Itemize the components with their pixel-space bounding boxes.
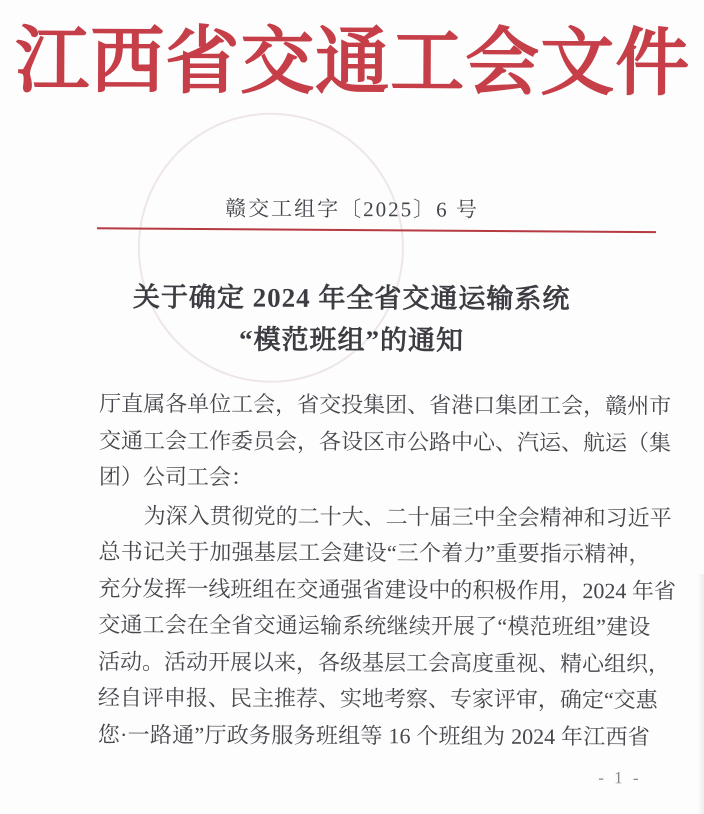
body-paragraph-line: 为深入贯彻党的二十大、二十届三中全会精神和习近平 [143, 502, 672, 530]
document-title [0, 276, 704, 363]
document-masthead-title: 江西省交通工会文件 [15, 20, 691, 106]
body-paragraph-line: 总书记关于加强基层工会建设“三个着力”重要指示精神， [98, 538, 651, 567]
document-title-line1: 关于确定 2024 年全省交通运输系统 [132, 282, 571, 315]
salutation-line: 厅直属各单位工会，省交投集团、省港口集团工会，赣州市 [99, 390, 672, 419]
document-body [97, 386, 676, 755]
body-paragraph-line: 交通工会在全省交通运输系统继续开展了“模范班组”建设 [98, 611, 651, 640]
body-paragraph-line: 您·一路通”厅政务服务班组等 16 个班组为 2024 年江西省 [97, 721, 650, 749]
red-divider-rule [97, 227, 656, 233]
salutation-line: 团）公司工会： [98, 463, 253, 490]
page-number: - 1 - [598, 768, 642, 788]
document-title-line2: “模范班组”的通知 [238, 324, 465, 356]
body-paragraph-line: 充分发挥一线班组在交通强省建设中的积极作用，2024 年省 [98, 575, 676, 604]
salutation-line: 交通工会工作委员会，各设区市公路中心、汽运、航运（集 [98, 427, 672, 455]
body-paragraph-line: 活动。活动开展以来，各级基层工会高度重视、精心组织， [98, 648, 671, 676]
body-paragraph-line: 经自评申报、民主推荐、实地考察、专家评审，确定“交惠 [97, 684, 658, 713]
document-reference-number: 赣交工组字〔2025〕6 号 [225, 196, 479, 222]
